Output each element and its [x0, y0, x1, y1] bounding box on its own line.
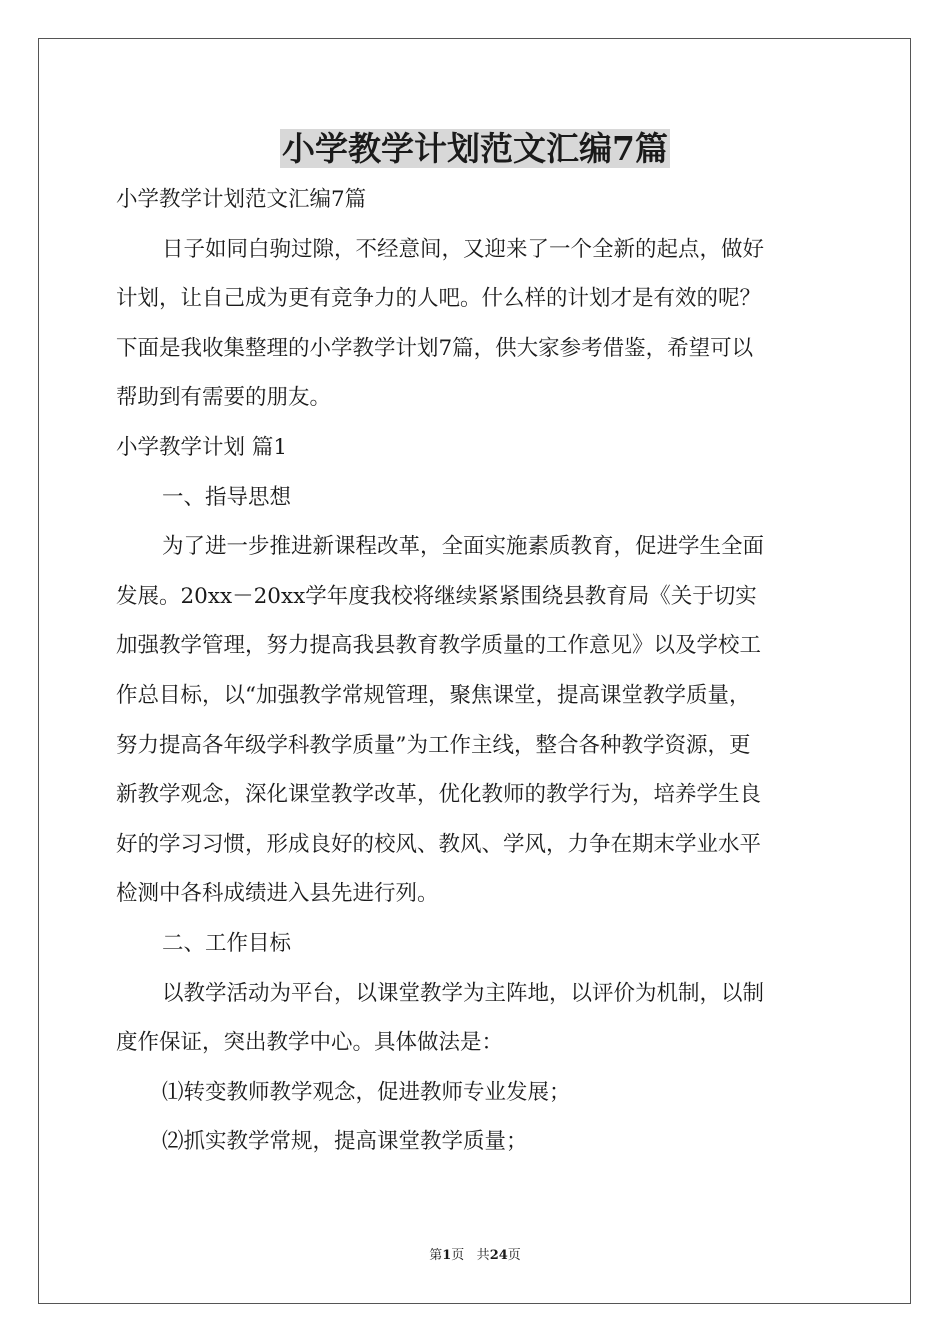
text-line: 加强教学管理，努力提高我县教育教学质量的工作意见》以及学校工	[116, 633, 762, 659]
text-line: 发展。20xx－20xx学年度我校将继续紧紧围绕县教育局《关于切实	[116, 583, 757, 609]
document-title	[0, 126, 950, 172]
document-body	[116, 175, 836, 1167]
footer-prefix: 第	[429, 1248, 443, 1263]
footer-total-pages: 24	[489, 1248, 508, 1263]
footer-page-suffix: 页	[451, 1248, 465, 1263]
text-line: 度作保证，突出教学中心。具体做法是：	[116, 1030, 504, 1056]
text-line: 下面是我收集整理的小学教学计划7篇，供大家参考借鉴，希望可以	[116, 335, 754, 361]
text-line: 以教学活动为平台，以课堂教学为主阵地，以评价为机制，以制	[162, 980, 765, 1006]
list-item: ⑴转变教师教学观念，促进教师专业发展；	[162, 1079, 571, 1105]
text-line: 为了进一步推进新课程改革，全面实施素质教育，促进学生全面	[162, 534, 765, 560]
section-heading: 小学教学计划 篇1	[116, 434, 288, 460]
document-title-text: 小学教学计划范文汇编7篇	[282, 129, 668, 168]
text-line: 新教学观念，深化课堂教学改革，优化教师的教学行为，培养学生良	[116, 782, 762, 808]
page-footer	[0, 1247, 950, 1265]
list-item: ⑵抓实教学常规，提高课堂教学质量；	[162, 1129, 528, 1155]
text-line: 作总目标，以“加强教学常规管理，聚焦课堂，提高课堂教学质量，	[116, 682, 751, 708]
footer-total-suffix: 页	[507, 1248, 521, 1263]
text-line: 好的学习习惯，形成良好的校风、教风、学风，力争在期末学业水平	[116, 831, 762, 857]
subsection-heading: 一、指导思想	[162, 484, 292, 510]
text-line: 努力提高各年级学科教学质量”为工作主线，整合各种教学资源，更	[116, 732, 751, 758]
footer-total-prefix: 共	[476, 1248, 490, 1263]
subsection-heading: 二、工作目标	[162, 930, 292, 956]
text-line: 小学教学计划范文汇编7篇	[116, 187, 367, 212]
text-line: 帮助到有需要的朋友。	[116, 385, 332, 411]
text-line: 日子如同白驹过隙，不经意间，又迎来了一个全新的起点，做好	[162, 236, 765, 262]
text-line: 检测中各科成绩进入县先进行列。	[116, 881, 439, 907]
text-line: 计划，让自己成为更有竞争力的人吧。什么样的计划才是有效的呢？	[116, 286, 762, 312]
footer-page-number: 1	[442, 1248, 452, 1263]
